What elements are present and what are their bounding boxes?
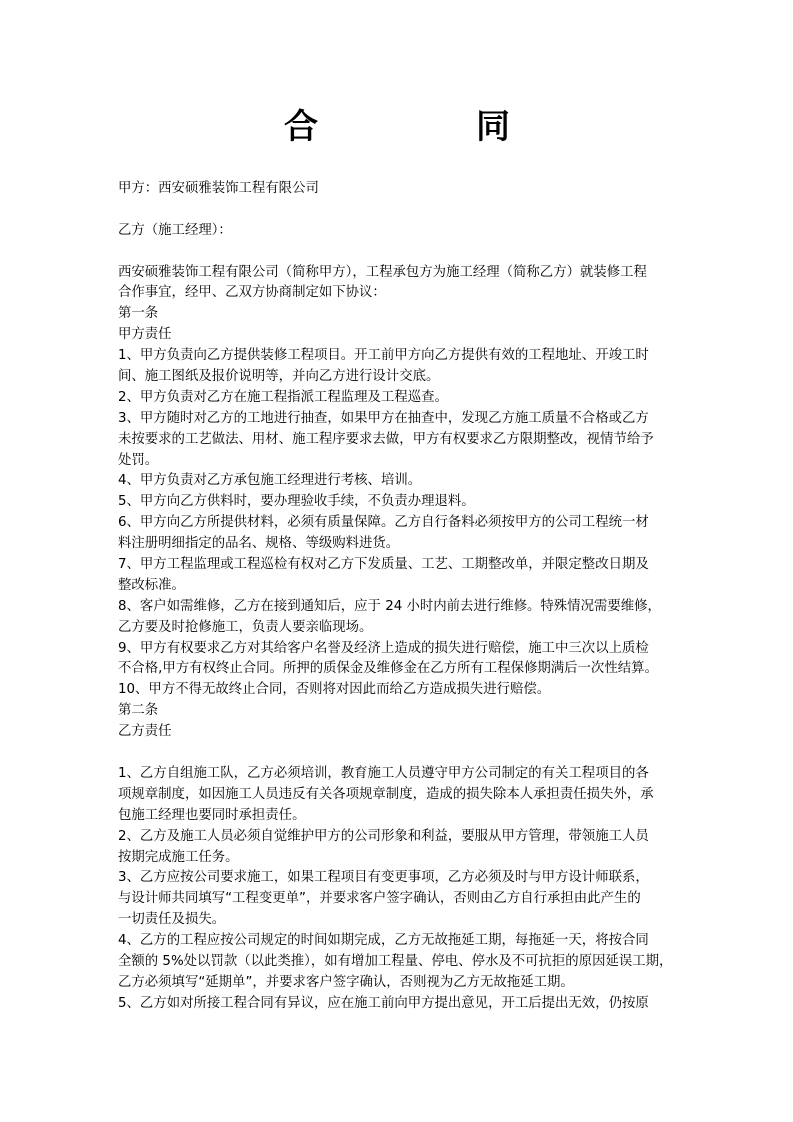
clause-line: 料注册明细指定的品名、规格、等级购料进货。 <box>118 536 400 552</box>
title-char-1: 合 <box>284 107 318 147</box>
blank-line <box>118 743 680 764</box>
intro-paragraph <box>118 263 680 305</box>
clause-line: 4、乙方的工程应按公司规定的时间如期完成，乙方无故拖延工期，每拖延一天，将按合同 <box>118 933 649 949</box>
contract-body <box>118 179 680 1015</box>
paragraph-line: 西安硕雅装饰工程有限公司（简称甲方），工程承包方为施工经理（简称乙方）就装修工程 <box>118 264 647 280</box>
clause-line: 间、施工图纸及报价说明等，并向乙方进行设计交底。 <box>118 369 440 385</box>
clause-line: 2、甲方负责对乙方在施工程指派工程监理及工程巡查。 <box>118 389 448 405</box>
clause-line: 5、乙方如对所接工程合同有异议，应在施工前向甲方提出意见，开工后提出无效，仍按原 <box>118 995 649 1011</box>
clause-line: 3、乙方应按公司要求施工，如果工程项目有变更事项，乙方必须及时与甲方设计师联系， <box>118 870 649 886</box>
article-subheading: 甲方责任 <box>118 327 172 343</box>
clause-line: 7、甲方工程监理或工程巡检有权对乙方下发质量、工艺、工期整改单，并限定整改日期及 <box>118 557 649 573</box>
paragraph-line: 合作事宜，经甲、乙双方协商制定如下协议： <box>118 285 386 301</box>
clause-line: 4、甲方负责对乙方承包施工经理进行考核、培训。 <box>118 473 422 489</box>
clause-line: 按期完成施工任务。 <box>118 849 239 865</box>
clause-line: 处罚。 <box>118 452 159 468</box>
clause-line: 5、甲方向乙方供料时，要办理验收手续，不负责办理退料。 <box>118 494 475 510</box>
clause-line: 10、甲方不得无故终止合同，否则将对因此而给乙方造成损失进行赔偿。 <box>118 682 551 698</box>
clause-line: 不合格,甲方有权终止合同。所押的质保金及维修金在乙方所有工程保修期满后一次性结算。 <box>118 661 658 677</box>
article-subheading: 乙方责任 <box>118 724 172 740</box>
clause-line: 与设计师共同填写“工程变更单”，并要求客户签字确认，否则由乙方自行承担由此产生的 <box>118 891 641 907</box>
title-char-2: 同 <box>476 107 510 147</box>
clause-line: 项规章制度，如因施工人员违反有关各项规章制度，造成的损失除本人承担责任损失外，承 <box>118 786 654 802</box>
clause-line: 3、甲方随时对乙方的工地进行抽查，如果甲方在抽查中，发现乙方施工质量不合格或乙方 <box>118 410 649 426</box>
article-heading: 第一条 <box>118 306 159 322</box>
article-1 <box>118 304 680 701</box>
clause-line: 乙方必须填写“延期单”，并要求客户签字确认，否则视为乙方无故拖延工期。 <box>118 974 574 990</box>
article-heading: 第二条 <box>118 703 159 719</box>
article-2 <box>118 701 680 1014</box>
party-a-line: 甲方：西安硕雅装饰工程有限公司 <box>118 181 319 196</box>
clause-line: 全额的 5%处以罚款（以此类推），如有增加工程量、停电、停水及不可抗拒的原因延误工期， <box>118 953 673 969</box>
blank-line <box>118 242 680 263</box>
clause-line: 8、客户如需维修，乙方在接到通知后，应于 24 小时内前去进行维修。特殊情况需要维修， <box>118 598 661 614</box>
clause-line: 未按要求的工艺做法、用材、施工程序要求去做，甲方有权要求乙方限期整改，视情节给予 <box>118 431 654 447</box>
blank-line <box>118 200 680 221</box>
document-title <box>0 104 793 150</box>
clause-line: 2、乙方及施工人员必须自觉维护甲方的公司形象和利益，要服从甲方管理，带领施工人员 <box>118 828 649 844</box>
clause-line: 整改标准。 <box>118 577 185 593</box>
clause-line: 9、甲方有权要求乙方对其给客户名誉及经济上造成的损失进行赔偿，施工中三次以上质检 <box>118 640 649 656</box>
clause-line: 一切责任及损失。 <box>118 912 226 928</box>
clause-line: 6、甲方向乙方所提供材料，必须有质量保障。乙方自行备料必须按甲方的公司工程统一材 <box>118 515 649 531</box>
clause-line: 包施工经理也要同时承担责任。 <box>118 807 306 823</box>
party-b-line: 乙方（施工经理）： <box>118 222 232 238</box>
clause-line: 乙方要及时抢修施工，负责人要亲临现场。 <box>118 619 373 635</box>
clause-line: 1、甲方负责向乙方提供装修工程项目。开工前甲方向乙方提供有效的工程地址、开竣工时 <box>118 348 649 364</box>
clause-line: 1、乙方自组施工队，乙方必须培训，教育施工人员遵守甲方公司制定的有关工程项目的各 <box>118 765 649 781</box>
